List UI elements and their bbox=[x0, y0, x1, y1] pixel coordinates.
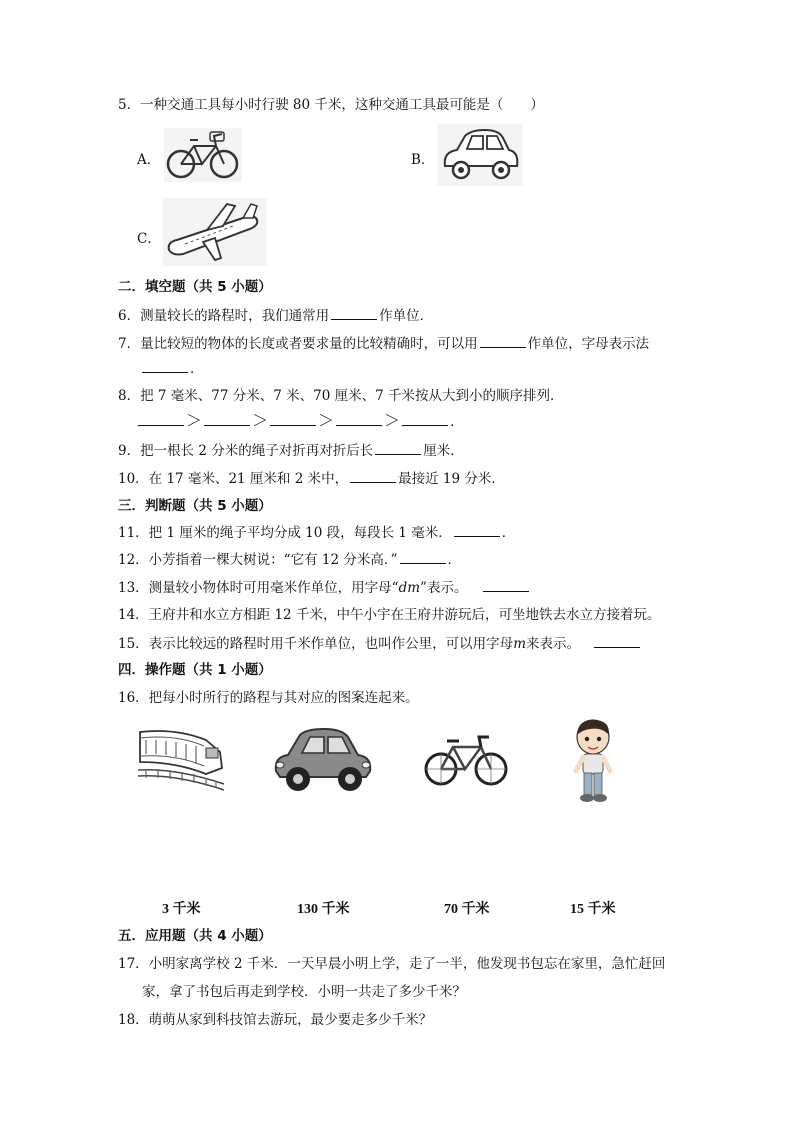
section-2-title: 二．填空题（共 5 小题） bbox=[118, 279, 272, 295]
answer-blank[interactable] bbox=[350, 468, 396, 483]
answer-blank[interactable] bbox=[142, 358, 188, 373]
car-icon bbox=[270, 725, 376, 795]
answer-blank[interactable] bbox=[594, 633, 640, 648]
answer-blank[interactable] bbox=[138, 411, 184, 426]
question-8-answer-row: ＞ ＞ ＞ ＞ ． bbox=[136, 411, 464, 432]
answer-blank[interactable] bbox=[331, 305, 377, 320]
answer-blank[interactable] bbox=[483, 577, 529, 592]
section-4-title: 四．操作题（共 1 小题） bbox=[118, 662, 272, 678]
answer-blank[interactable] bbox=[402, 411, 448, 426]
question-18: 18．萌萌从家到科技馆去游玩，最少要走多少千米？ bbox=[118, 1012, 433, 1028]
question-17-line-1: 17．小明家离学校 2 千米．一天早晨小明上学，走了一半，他发现书包忘在家里，急忙赶回 bbox=[118, 956, 666, 972]
question-14: 14．王府井和水立方相距 12 千米，中午小宇在王府井游玩后，可坐地铁去水立方接着玩。 bbox=[118, 607, 661, 623]
question-16: 16．把每小时所行的路程与其对应的图案连起来。 bbox=[118, 690, 419, 706]
question-15: 15．表示比较远的路程时用千米作单位，也叫作公里，可以用字母m来表示。 bbox=[118, 633, 642, 654]
answer-blank[interactable] bbox=[454, 522, 500, 537]
answer-blank[interactable] bbox=[270, 411, 316, 426]
section-5-title: 五．应用题（共 4 小题） bbox=[118, 928, 272, 944]
option-a-label: A． bbox=[137, 152, 161, 168]
bicycle-icon bbox=[423, 733, 509, 787]
question-12: 12．小芳指着一棵大树说：“它有 12 分米高．” ． bbox=[118, 549, 461, 570]
question-10: 10．在 17 毫米、21 厘米和 2 米中， 最接近 19 分米． bbox=[118, 468, 505, 489]
distance-label-1[interactable]: 3 千米 bbox=[162, 902, 201, 917]
airplane-icon bbox=[163, 198, 267, 266]
answer-blank[interactable] bbox=[204, 411, 250, 426]
distance-label-4[interactable]: 15 千米 bbox=[570, 902, 616, 917]
question-7: 7．量比较短的物体的长度或者要求量的比较精确时，可以用 作单位，字母表示法 bbox=[118, 333, 649, 354]
answer-blank[interactable] bbox=[400, 549, 446, 564]
question-9: 9．把一根长 2 分米的绳子对折再对折后长 厘米． bbox=[118, 440, 464, 461]
question-17-line-2: 家，拿了书包后再走到学校．小明一共走了多少千米？ bbox=[142, 984, 466, 1000]
section-3-title: 三．判断题（共 5 小题） bbox=[118, 498, 272, 514]
answer-blank[interactable] bbox=[375, 440, 421, 455]
question-7-line-2: ． bbox=[142, 358, 204, 379]
answer-blank[interactable] bbox=[480, 333, 526, 348]
car-icon bbox=[437, 124, 523, 186]
question-11: 11．把 1 厘米的绳子平均分成 10 段，每段长 1 毫米． ． bbox=[118, 522, 515, 543]
option-b-label: B． bbox=[411, 152, 435, 168]
question-13: 13．测量较小物体时可用毫米作单位，用字母“dm”表示。 bbox=[118, 577, 531, 598]
question-8: 8．把 7 毫米、77 分米、7 米、70 厘米、7 千米按从大到小的顺序排列． bbox=[118, 388, 564, 404]
boy-icon bbox=[566, 717, 620, 805]
option-c-label: C． bbox=[137, 231, 161, 247]
question-6: 6．测量较长的路程时，我们通常用 作单位． bbox=[118, 305, 433, 326]
bicycle-icon bbox=[164, 128, 242, 182]
answer-blank[interactable] bbox=[336, 411, 382, 426]
distance-label-2[interactable]: 130 千米 bbox=[297, 902, 350, 917]
train-icon bbox=[136, 722, 228, 792]
distance-label-3[interactable]: 70 千米 bbox=[444, 902, 490, 917]
question-5: 5．一种交通工具每小时行驶 80 千米，这种交通工具最可能是（ ） bbox=[118, 97, 544, 113]
